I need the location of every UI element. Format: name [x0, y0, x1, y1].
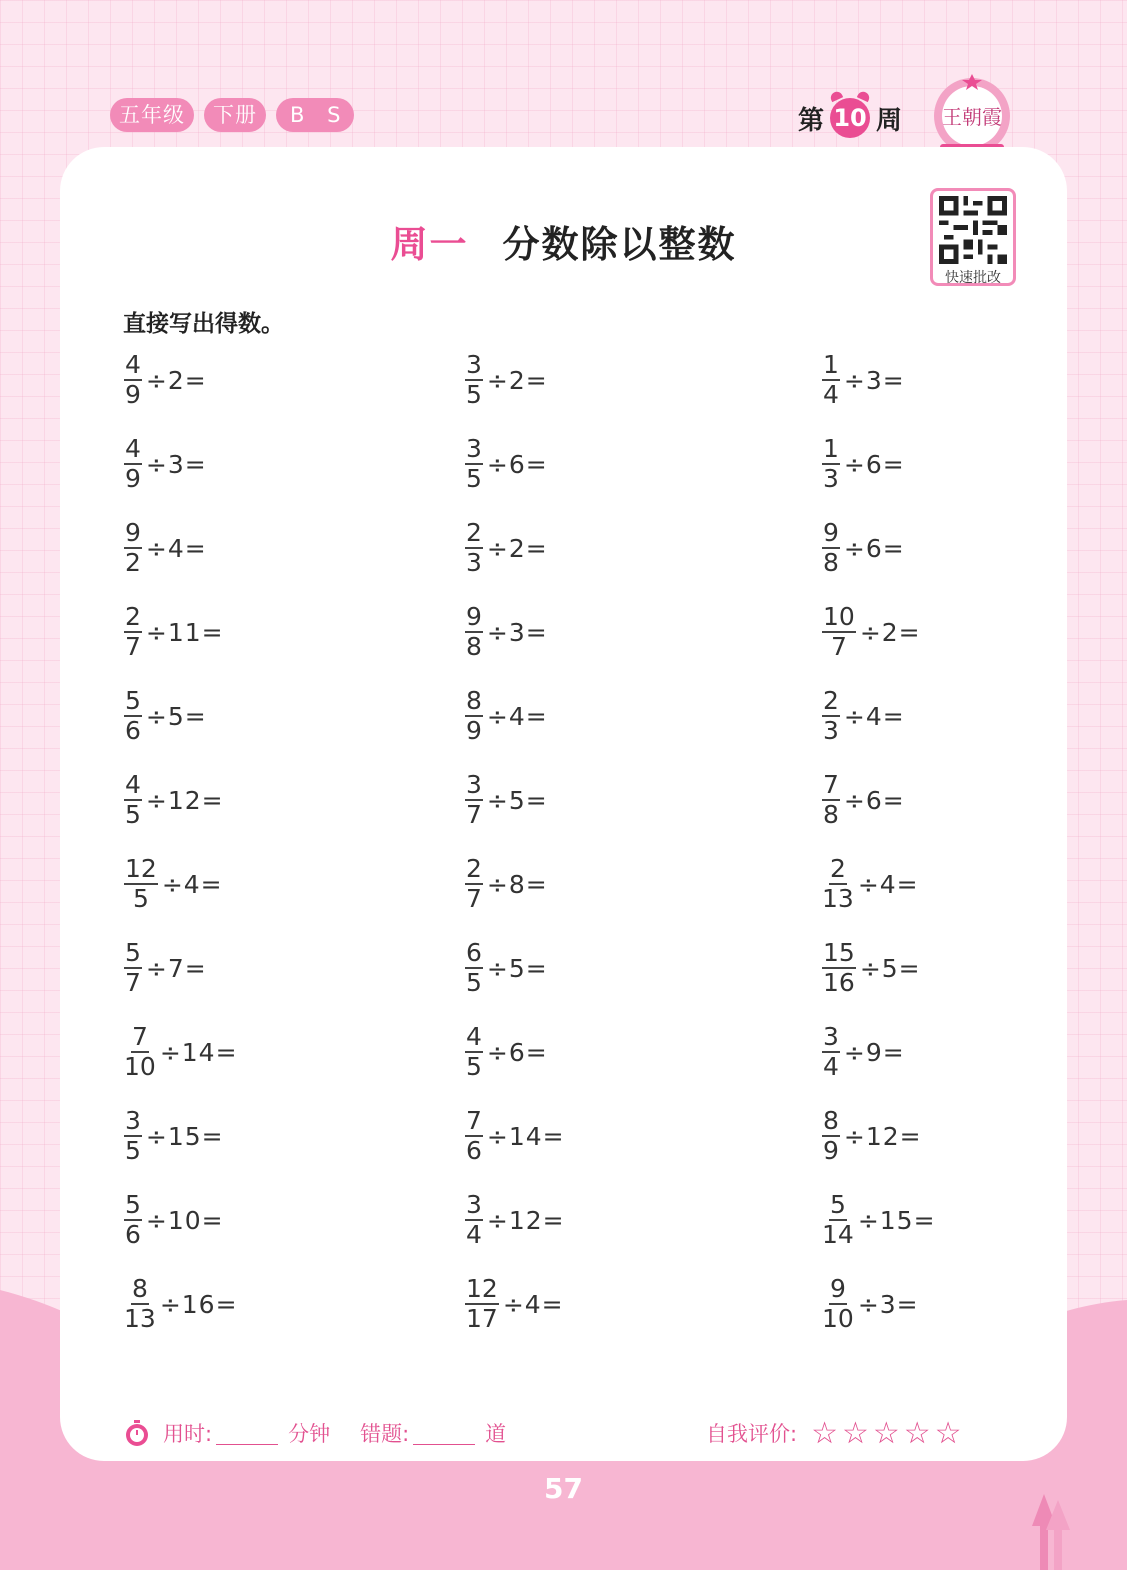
fraction	[123, 940, 143, 996]
denominator: 4	[466, 1220, 482, 1249]
time-record	[123, 1413, 506, 1453]
problem-item	[123, 686, 207, 746]
numerator: 2	[125, 602, 141, 631]
problem-item	[821, 854, 919, 914]
numerator: 3	[823, 1022, 839, 1051]
self-rating	[706, 1413, 966, 1453]
fraction	[464, 604, 484, 660]
numerator: 8	[823, 1106, 839, 1135]
problem-item	[123, 602, 224, 662]
problem-item	[123, 1022, 238, 1082]
fraction	[123, 352, 143, 408]
fraction	[123, 520, 143, 576]
instruction: 直接写出得数。	[123, 311, 284, 337]
problem-item	[464, 854, 548, 914]
time-unit: 分钟	[288, 1422, 331, 1446]
denominator: 9	[125, 380, 141, 409]
denominator: 14	[822, 1220, 854, 1249]
numerator: 7	[466, 1106, 482, 1135]
problem-item	[464, 434, 548, 494]
problem-item	[821, 1190, 936, 1250]
division-expression: ÷16=	[159, 1289, 238, 1319]
fraction	[821, 352, 841, 408]
numerator: 5	[829, 1190, 846, 1219]
problem-item	[464, 1190, 565, 1250]
numerator: 12	[125, 854, 157, 883]
division-expression: ÷4=	[145, 533, 207, 563]
numerator: 5	[125, 938, 141, 967]
problem-item	[123, 1190, 224, 1250]
grade-tag: 五年级	[110, 98, 194, 132]
numerator: 8	[131, 1274, 148, 1303]
numerator: 1	[823, 350, 839, 379]
numerator: 15	[823, 938, 855, 967]
fraction	[123, 1192, 143, 1248]
division-expression: ÷12=	[145, 785, 224, 815]
division-expression: ÷2=	[486, 533, 548, 563]
fraction	[464, 1108, 484, 1164]
denominator: 5	[466, 1052, 482, 1081]
denominator: 8	[823, 548, 839, 577]
fraction	[464, 1024, 484, 1080]
problem-item	[464, 686, 548, 746]
week-indicator	[798, 98, 902, 138]
fraction	[464, 1276, 500, 1332]
volume-tag: 下册	[204, 98, 266, 132]
division-expression: ÷11=	[145, 617, 224, 647]
denominator: 7	[125, 968, 141, 997]
division-expression: ÷15=	[857, 1205, 936, 1235]
errors-unit: 道	[485, 1422, 507, 1446]
division-expression: ÷14=	[159, 1037, 238, 1067]
denominator: 5	[466, 380, 482, 409]
fraction	[123, 1276, 157, 1332]
division-expression: ÷3=	[857, 1289, 919, 1319]
qr-code[interactable]	[930, 188, 1016, 286]
numerator: 2	[829, 854, 846, 883]
division-expression: ÷4=	[161, 869, 223, 899]
numerator: 9	[823, 518, 839, 547]
problem-item	[123, 1274, 238, 1334]
rating-label: 自我评价:	[706, 1422, 798, 1446]
fraction	[821, 856, 855, 912]
denominator: 5	[125, 1136, 141, 1165]
denominator: 7	[125, 632, 141, 661]
problem-item	[821, 1106, 922, 1166]
fraction	[821, 688, 841, 744]
numerator: 12	[466, 1274, 498, 1303]
problem-item	[464, 350, 548, 410]
fraction	[821, 940, 857, 996]
problem-item	[464, 1274, 564, 1334]
qr-label: 快速批改	[945, 270, 1001, 286]
rating-stars[interactable]: ☆☆☆☆☆	[811, 1415, 966, 1451]
denominator: 9	[823, 1136, 839, 1165]
numerator: 9	[466, 602, 482, 631]
division-expression: ÷5=	[486, 953, 548, 983]
problem-item	[821, 1274, 919, 1334]
denominator: 5	[125, 800, 141, 829]
division-expression: ÷6=	[486, 449, 548, 479]
fraction	[821, 1108, 841, 1164]
problem-item	[464, 518, 548, 578]
division-expression: ÷6=	[843, 449, 905, 479]
denominator: 16	[823, 968, 855, 997]
division-expression: ÷4=	[857, 869, 919, 899]
fraction	[464, 856, 484, 912]
problem-item	[821, 518, 905, 578]
division-expression: ÷12=	[486, 1205, 565, 1235]
numerator: 7	[131, 1022, 148, 1051]
division-expression: ÷2=	[859, 617, 921, 647]
numerator: 2	[823, 686, 839, 715]
numerator: 3	[466, 1190, 482, 1219]
week-prefix: 第	[798, 105, 825, 136]
division-expression: ÷9=	[843, 1037, 905, 1067]
fraction	[464, 940, 484, 996]
denominator: 3	[466, 548, 482, 577]
arrows-icon	[1028, 1490, 1078, 1570]
denominator: 7	[830, 632, 847, 661]
fraction	[123, 1024, 157, 1080]
denominator: 5	[466, 968, 482, 997]
division-expression: ÷3=	[843, 365, 905, 395]
denominator: 9	[125, 464, 141, 493]
numerator: 1	[823, 434, 839, 463]
title-topic: 分数除以整数	[502, 223, 737, 266]
problem-item	[821, 1022, 905, 1082]
division-expression: ÷4=	[502, 1289, 564, 1319]
fraction	[123, 604, 143, 660]
title-day: 周一	[390, 223, 469, 266]
division-expression: ÷7=	[145, 953, 207, 983]
qr-code-icon	[938, 196, 1008, 264]
problem-item	[464, 1022, 548, 1082]
denominator: 13	[124, 1304, 156, 1333]
numerator: 8	[466, 686, 482, 715]
division-expression: ÷8=	[486, 869, 548, 899]
division-expression: ÷6=	[843, 533, 905, 563]
division-expression: ÷10=	[145, 1205, 224, 1235]
numerator: 3	[466, 350, 482, 379]
division-expression: ÷2=	[486, 365, 548, 395]
numerator: 5	[125, 686, 141, 715]
numerator: 6	[466, 938, 482, 967]
denominator: 6	[125, 716, 141, 745]
fraction	[123, 856, 159, 912]
fraction	[123, 772, 143, 828]
division-expression: ÷14=	[486, 1121, 565, 1151]
fraction	[821, 1192, 855, 1248]
division-expression: ÷12=	[843, 1121, 922, 1151]
fraction	[464, 436, 484, 492]
grade-tags	[110, 98, 354, 132]
division-expression: ÷3=	[486, 617, 548, 647]
problem-item	[821, 434, 905, 494]
denominator: 4	[823, 380, 839, 409]
fraction	[464, 352, 484, 408]
division-expression: ÷15=	[145, 1121, 224, 1151]
time-label: 用时:	[163, 1422, 213, 1446]
fraction	[464, 688, 484, 744]
denominator: 9	[466, 716, 482, 745]
problem-item	[464, 1106, 565, 1166]
numerator: 9	[125, 518, 141, 547]
problem-item	[821, 350, 905, 410]
fraction	[464, 520, 484, 576]
errors-label: 错题:	[360, 1422, 410, 1446]
fraction	[464, 1192, 484, 1248]
problem-item	[123, 434, 207, 494]
problem-item	[821, 686, 905, 746]
numerator: 10	[823, 602, 855, 631]
page-number: 57	[544, 1472, 583, 1505]
denominator: 17	[466, 1304, 498, 1333]
denominator: 7	[466, 884, 482, 913]
numerator: 3	[125, 1106, 141, 1135]
denominator: 6	[125, 1220, 141, 1249]
denominator: 10	[822, 1304, 854, 1333]
edition-tag: B S	[276, 98, 354, 132]
problem-item	[123, 518, 207, 578]
numerator: 2	[466, 518, 482, 547]
numerator: 4	[125, 770, 141, 799]
division-expression: ÷6=	[843, 785, 905, 815]
numerator: 4	[125, 434, 141, 463]
numerator: 7	[823, 770, 839, 799]
fraction	[821, 1024, 841, 1080]
fraction	[821, 436, 841, 492]
division-expression: ÷5=	[145, 701, 207, 731]
problem-item	[123, 350, 207, 410]
division-expression: ÷4=	[486, 701, 548, 731]
fraction	[821, 604, 857, 660]
week-suffix: 周	[876, 105, 903, 136]
fraction	[821, 772, 841, 828]
denominator: 4	[823, 1052, 839, 1081]
logo-text: 王朝霞	[942, 105, 1002, 129]
problem-item	[821, 938, 921, 998]
denominator: 5	[132, 884, 149, 913]
division-expression: ÷5=	[486, 785, 548, 815]
problem-item	[123, 1106, 224, 1166]
fraction	[123, 436, 143, 492]
fraction	[464, 772, 484, 828]
denominator: 8	[466, 632, 482, 661]
problem-item	[821, 602, 921, 662]
denominator: 10	[124, 1052, 156, 1081]
errors-blank[interactable]	[413, 1421, 475, 1445]
division-expression: ÷3=	[145, 449, 207, 479]
denominator: 8	[823, 800, 839, 829]
time-blank[interactable]	[216, 1421, 278, 1445]
stopwatch-icon	[123, 1419, 151, 1447]
alarm-clock-icon	[830, 98, 870, 138]
fraction	[123, 1108, 143, 1164]
numerator: 2	[466, 854, 482, 883]
numerator: 4	[125, 350, 141, 379]
problem-item	[821, 770, 905, 830]
denominator: 3	[823, 464, 839, 493]
denominator: 6	[466, 1136, 482, 1165]
numerator: 3	[466, 770, 482, 799]
division-expression: ÷6=	[486, 1037, 548, 1067]
fraction	[123, 688, 143, 744]
denominator: 13	[822, 884, 854, 913]
problem-item	[123, 770, 224, 830]
numerator: 9	[829, 1274, 846, 1303]
fraction	[821, 1276, 855, 1332]
problem-item	[464, 770, 548, 830]
fraction	[821, 520, 841, 576]
denominator: 7	[466, 800, 482, 829]
denominator: 2	[125, 548, 141, 577]
problem-item	[464, 938, 548, 998]
problem-item	[464, 602, 548, 662]
division-expression: ÷4=	[843, 701, 905, 731]
week-number: 10	[833, 104, 867, 132]
problem-item	[123, 938, 207, 998]
problem-item	[123, 854, 223, 914]
numerator: 4	[466, 1022, 482, 1051]
denominator: 3	[823, 716, 839, 745]
denominator: 5	[466, 464, 482, 493]
division-expression: ÷2=	[145, 365, 207, 395]
numerator: 3	[466, 434, 482, 463]
division-expression: ÷5=	[859, 953, 921, 983]
numerator: 5	[125, 1190, 141, 1219]
